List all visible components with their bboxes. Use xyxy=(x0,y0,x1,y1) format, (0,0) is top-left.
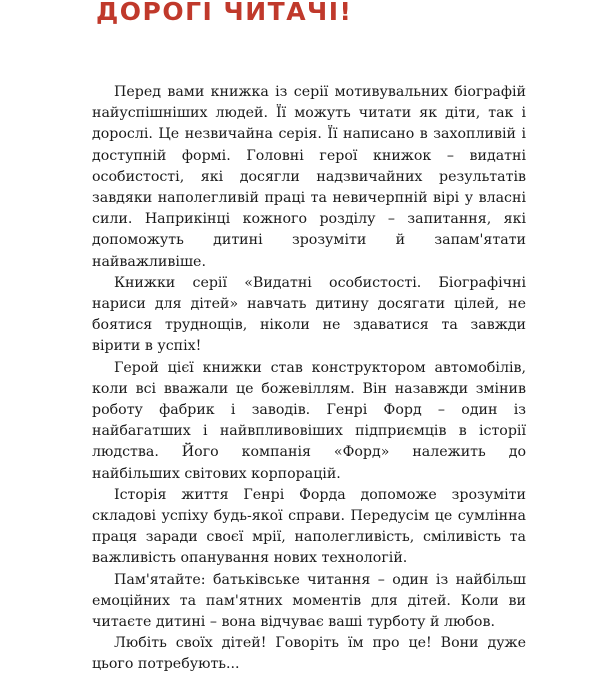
paragraph-history: Історія життя Генрі Форда допоможе зрозуміти складові успіху будь-якої справи. Передусім це сумлінна праця заради своєї мрії, наполегливість, сміливість та важливість опанування нових технологій. xyxy=(92,486,526,567)
paragraph-remember: Пам'ятайте: батьківське читання – один із найбільш емоційних та пам'ятних моментів для дітей. Коли ви читаєте дитині – вона відчуває ваші турботу й любов. xyxy=(92,571,526,631)
paragraph-hero: Герой цієї книжки став конструктором автомобілів, коли всі вважали це божевіллям. Він назавжди змінив роботу фабрик і заводів. Генрі Форд – один із найбагатших і найвпливовіших підприємців в історії людства. Його компанія «Форд» належить до найбільших світових корпорацій. xyxy=(92,359,526,482)
body-text xyxy=(92,82,526,676)
page-title: ДОРОГІ ЧИТАЧІ! xyxy=(96,0,353,26)
paragraph-series: Книжки серії «Видатні особистості. Біографічні нариси для дітей» навчать дитину досягати цілей, не боятися труднощів, ніколи не здаватися та завжди вірити в успіх! xyxy=(92,274,526,355)
paragraph-intro: Перед вами книжка із серії мотивувальних біографій найуспішніших людей. Її можуть читати як діти, так і дорослі. Це незвичайна серія. Її написано в захопливій і доступній формі. Головні герої книжок – видатні особистості, які досягли надзвичайних результатів завдяки наполегливій праці та невичерпній вірі у власні сили. Наприкінці кожного розділу – запитання, які допоможуть дитині зрозуміти й запам'ятати найважливіше. xyxy=(92,84,526,270)
paragraph-love: Любіть своїх дітей! Говоріть їм про це! Вони дуже цього потребують... xyxy=(92,635,526,673)
